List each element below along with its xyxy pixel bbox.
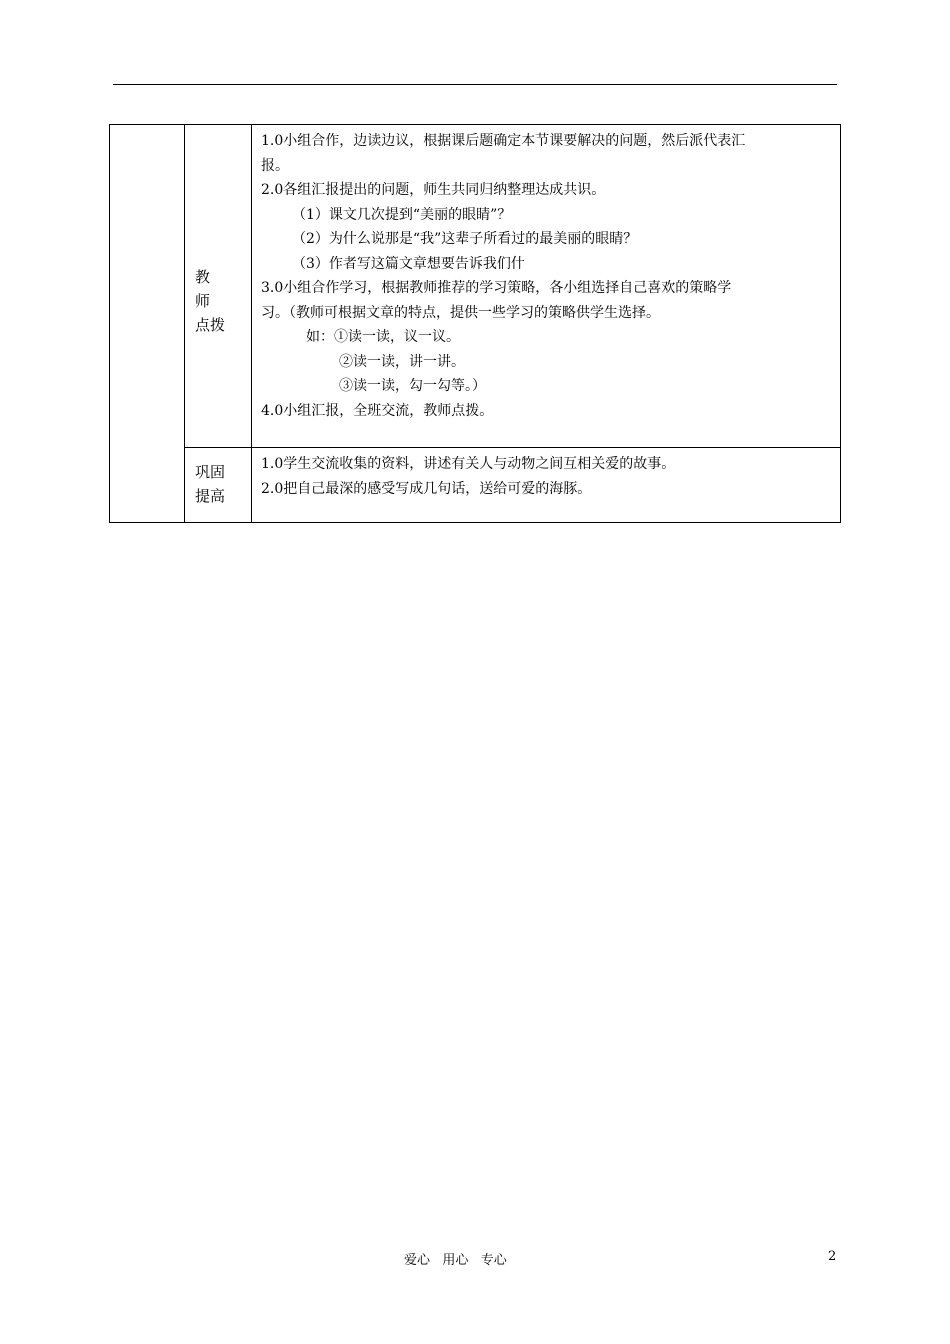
table-row: [110, 125, 841, 448]
question-line: （3）作者写这篇文章想要告诉我们什: [292, 255, 525, 272]
stage-label: 点拨: [195, 316, 226, 334]
page-number: 2: [828, 1249, 837, 1264]
table-row: [110, 448, 841, 523]
activity-line: 1.0小组合作，边读边议，根据课后题确定本节课要解决的问题，然后派代表汇: [261, 133, 746, 149]
activity-line: 习。（教师可根据文章的特点，提供一些学习的策略供学生选择。: [261, 304, 660, 321]
activity-line: 2.0各组汇报提出的问题，师生共同归纳整理达成共识。: [261, 182, 606, 198]
stage-label-cell: [185, 448, 252, 523]
question-line: （2）为什么说那是“我”这辈子所看过的最美丽的眼睛？: [292, 231, 638, 247]
header-rule: [113, 84, 837, 85]
lesson-plan-table: [109, 124, 841, 523]
stage-label-cell: [185, 125, 252, 448]
activity-line: 报。: [261, 157, 289, 174]
strategy-line: ②读一读，讲一讲。: [339, 353, 465, 370]
stage-label: 教师: [195, 268, 225, 310]
footer-motto: 爱心 用心 专心: [404, 1253, 507, 1268]
stage-label: 提高: [195, 487, 226, 505]
stage-label: 巩固: [195, 463, 226, 481]
activity-line: 4.0小组汇报，全班交流，教师点拨。: [261, 402, 494, 419]
strategy-line: ③读一读，勾一勾等。）: [339, 378, 486, 394]
question-line: （1）课文几次提到“美丽的眼睛”？: [292, 206, 512, 223]
section-cell: [110, 125, 185, 523]
activity-line: 3.0小组合作学习，根据教师推荐的学习策略，各小组选择自己喜欢的策略学: [261, 280, 732, 296]
strategy-line: 如：①读一读，议一议。: [306, 329, 460, 345]
activity-line: 2.0把自己最深的感受写成几句话，送给可爱的海豚。: [261, 480, 592, 497]
activity-cell: [252, 448, 841, 523]
activity-line: 1.0学生交流收集的资料，讲述有关人与动物之间互相关爱的故事。: [261, 456, 676, 472]
activity-cell: [252, 125, 841, 448]
